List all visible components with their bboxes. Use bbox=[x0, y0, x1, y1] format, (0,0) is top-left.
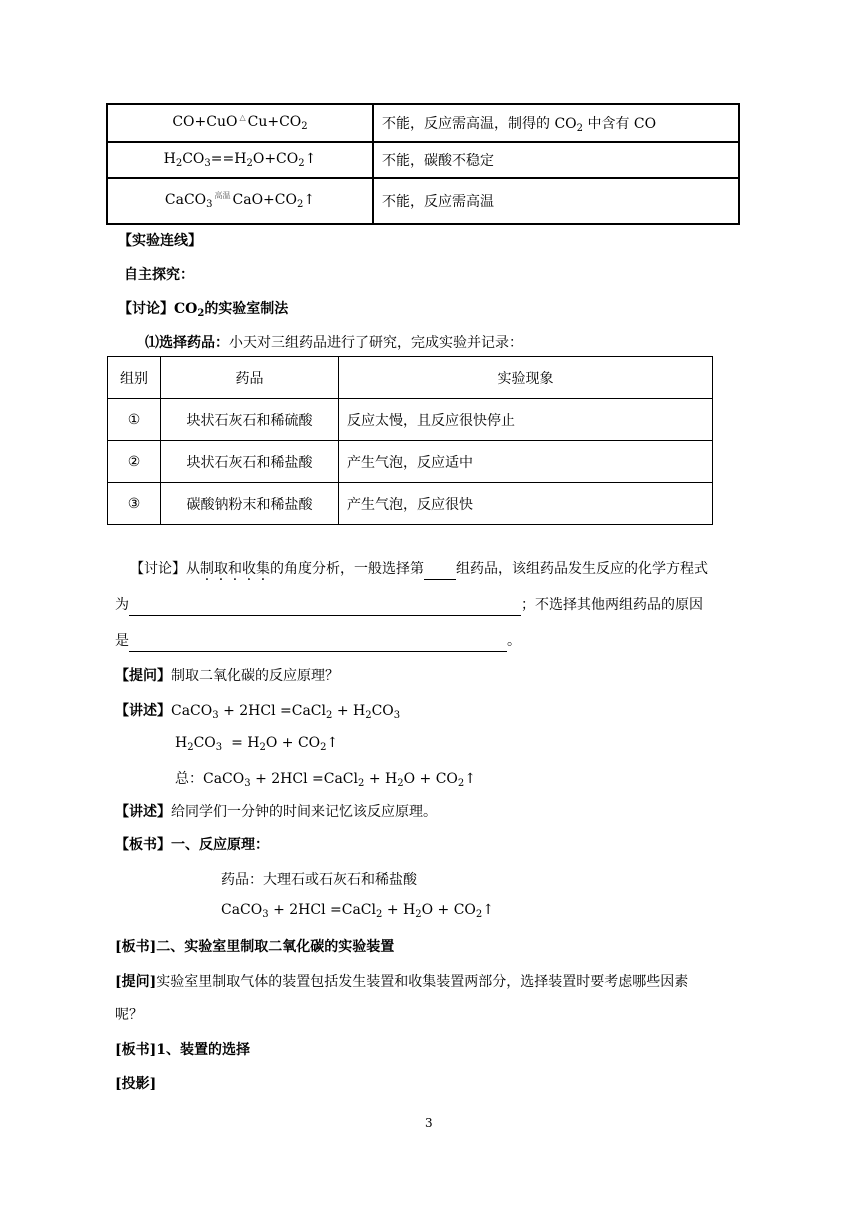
header-drug: 药品 bbox=[161, 357, 339, 399]
equation-cell: $H_2CO_3==H_2O+CO_2↑$ bbox=[107, 142, 373, 178]
reason-cell: 不能，反应需高温 bbox=[373, 178, 739, 224]
table-row bbox=[108, 483, 713, 525]
board-heading-2: [板书]二、实验室里制取二氧化碳的实验装置 bbox=[115, 939, 395, 955]
drug-cell: 碳酸钠粉末和稀盐酸 bbox=[161, 483, 339, 525]
group-cell: ① bbox=[108, 399, 161, 441]
discussion-paragraph-line1: 【讨论】从制取和收集的角度分析，一般选择第 组药品，该组药品发生反应的化学方程式 bbox=[130, 558, 708, 580]
select-drugs-line: ⑴选择药品：小天对三组药品进行了研究，完成实验并记录： bbox=[145, 335, 523, 351]
board-equation: CaCO$_3$ + 2HCl =CaCl$_2$ + $H_2O$ + $CO_2↑$ bbox=[221, 902, 495, 920]
table-row bbox=[107, 178, 739, 224]
equation-cell: CO+CuO △ $Cu+CO_2$ bbox=[107, 104, 373, 142]
table-row bbox=[108, 399, 713, 441]
lecture-line: 【讲述】给同学们一分钟的时间来记忆该反应原理。 bbox=[115, 804, 437, 820]
experiment-heading: 【实验连线】 bbox=[118, 233, 202, 249]
drug-cell: 块状石灰石和稀硫酸 bbox=[161, 399, 339, 441]
drug-cell: 块状石灰石和稀盐酸 bbox=[161, 441, 339, 483]
drug-comparison-table bbox=[107, 356, 713, 525]
table-row bbox=[107, 142, 739, 178]
lecture-equation-total: 总：CaCO$_3$ + 2HCl =CaCl$_2$ + $H_2O$ + $CO_2↑$ bbox=[175, 771, 477, 789]
lecture-equation-2: $H_2CO_3 = H_2O$ + $CO_2↑$ bbox=[175, 735, 339, 753]
self-study-heading: 自主探究： bbox=[124, 267, 194, 283]
projection-heading: [投影] bbox=[115, 1076, 157, 1092]
discussion-heading: 【讨论】$CO_2$的实验室制法 bbox=[118, 301, 289, 319]
table-row bbox=[107, 104, 739, 142]
board-heading-3: [板书]1、装置的选择 bbox=[115, 1042, 250, 1058]
reason-blank[interactable] bbox=[129, 635, 507, 652]
reaction-table bbox=[106, 103, 740, 225]
lecture-equation-1: 【讲述】CaCO$_3$ + 2HCl =CaCl$_2$ + $H_2CO_3$ bbox=[115, 703, 401, 721]
header-phenomenon: 实验现象 bbox=[339, 357, 713, 399]
discussion-paragraph-line3: 是 。 bbox=[115, 630, 521, 652]
table-row bbox=[108, 441, 713, 483]
phenomenon-cell: 产生气泡，反应适中 bbox=[339, 441, 713, 483]
group-cell: ② bbox=[108, 441, 161, 483]
discussion-paragraph-line2: 为 ；不选择其他两组药品的原因 bbox=[115, 594, 703, 616]
group-blank[interactable] bbox=[424, 563, 456, 580]
board-heading-1: 【板书】一、反应原理： bbox=[115, 837, 269, 853]
page-number: 3 bbox=[425, 1116, 433, 1130]
phenomenon-cell: 反应太慢，且反应很快停止 bbox=[339, 399, 713, 441]
reason-cell: 不能，碳酸不稳定 bbox=[373, 142, 739, 178]
question-line-2a: [提问]实验室里制取气体的装置包括发生装置和收集装置两部分，选择装置时要考虑哪些因素 bbox=[115, 974, 689, 990]
table-header-row bbox=[108, 357, 713, 399]
equation-cell: CaCO$_3^{高温}$ $CaO+CO_2↑$ bbox=[107, 178, 373, 224]
reason-cell: 不能，反应需高温，制得的 $CO_2$ 中含有 CO bbox=[373, 104, 739, 142]
group-cell: ③ bbox=[108, 483, 161, 525]
header-group: 组别 bbox=[108, 357, 161, 399]
question-line: 【提问】制取二氧化碳的反应原理？ bbox=[115, 668, 339, 684]
phenomenon-cell: 产生气泡，反应很快 bbox=[339, 483, 713, 525]
equation-blank[interactable] bbox=[129, 599, 521, 616]
board-drugs: 药品：大理石或石灰石和稀盐酸 bbox=[221, 872, 417, 888]
question-line-2b: 呢？ bbox=[115, 1007, 143, 1023]
